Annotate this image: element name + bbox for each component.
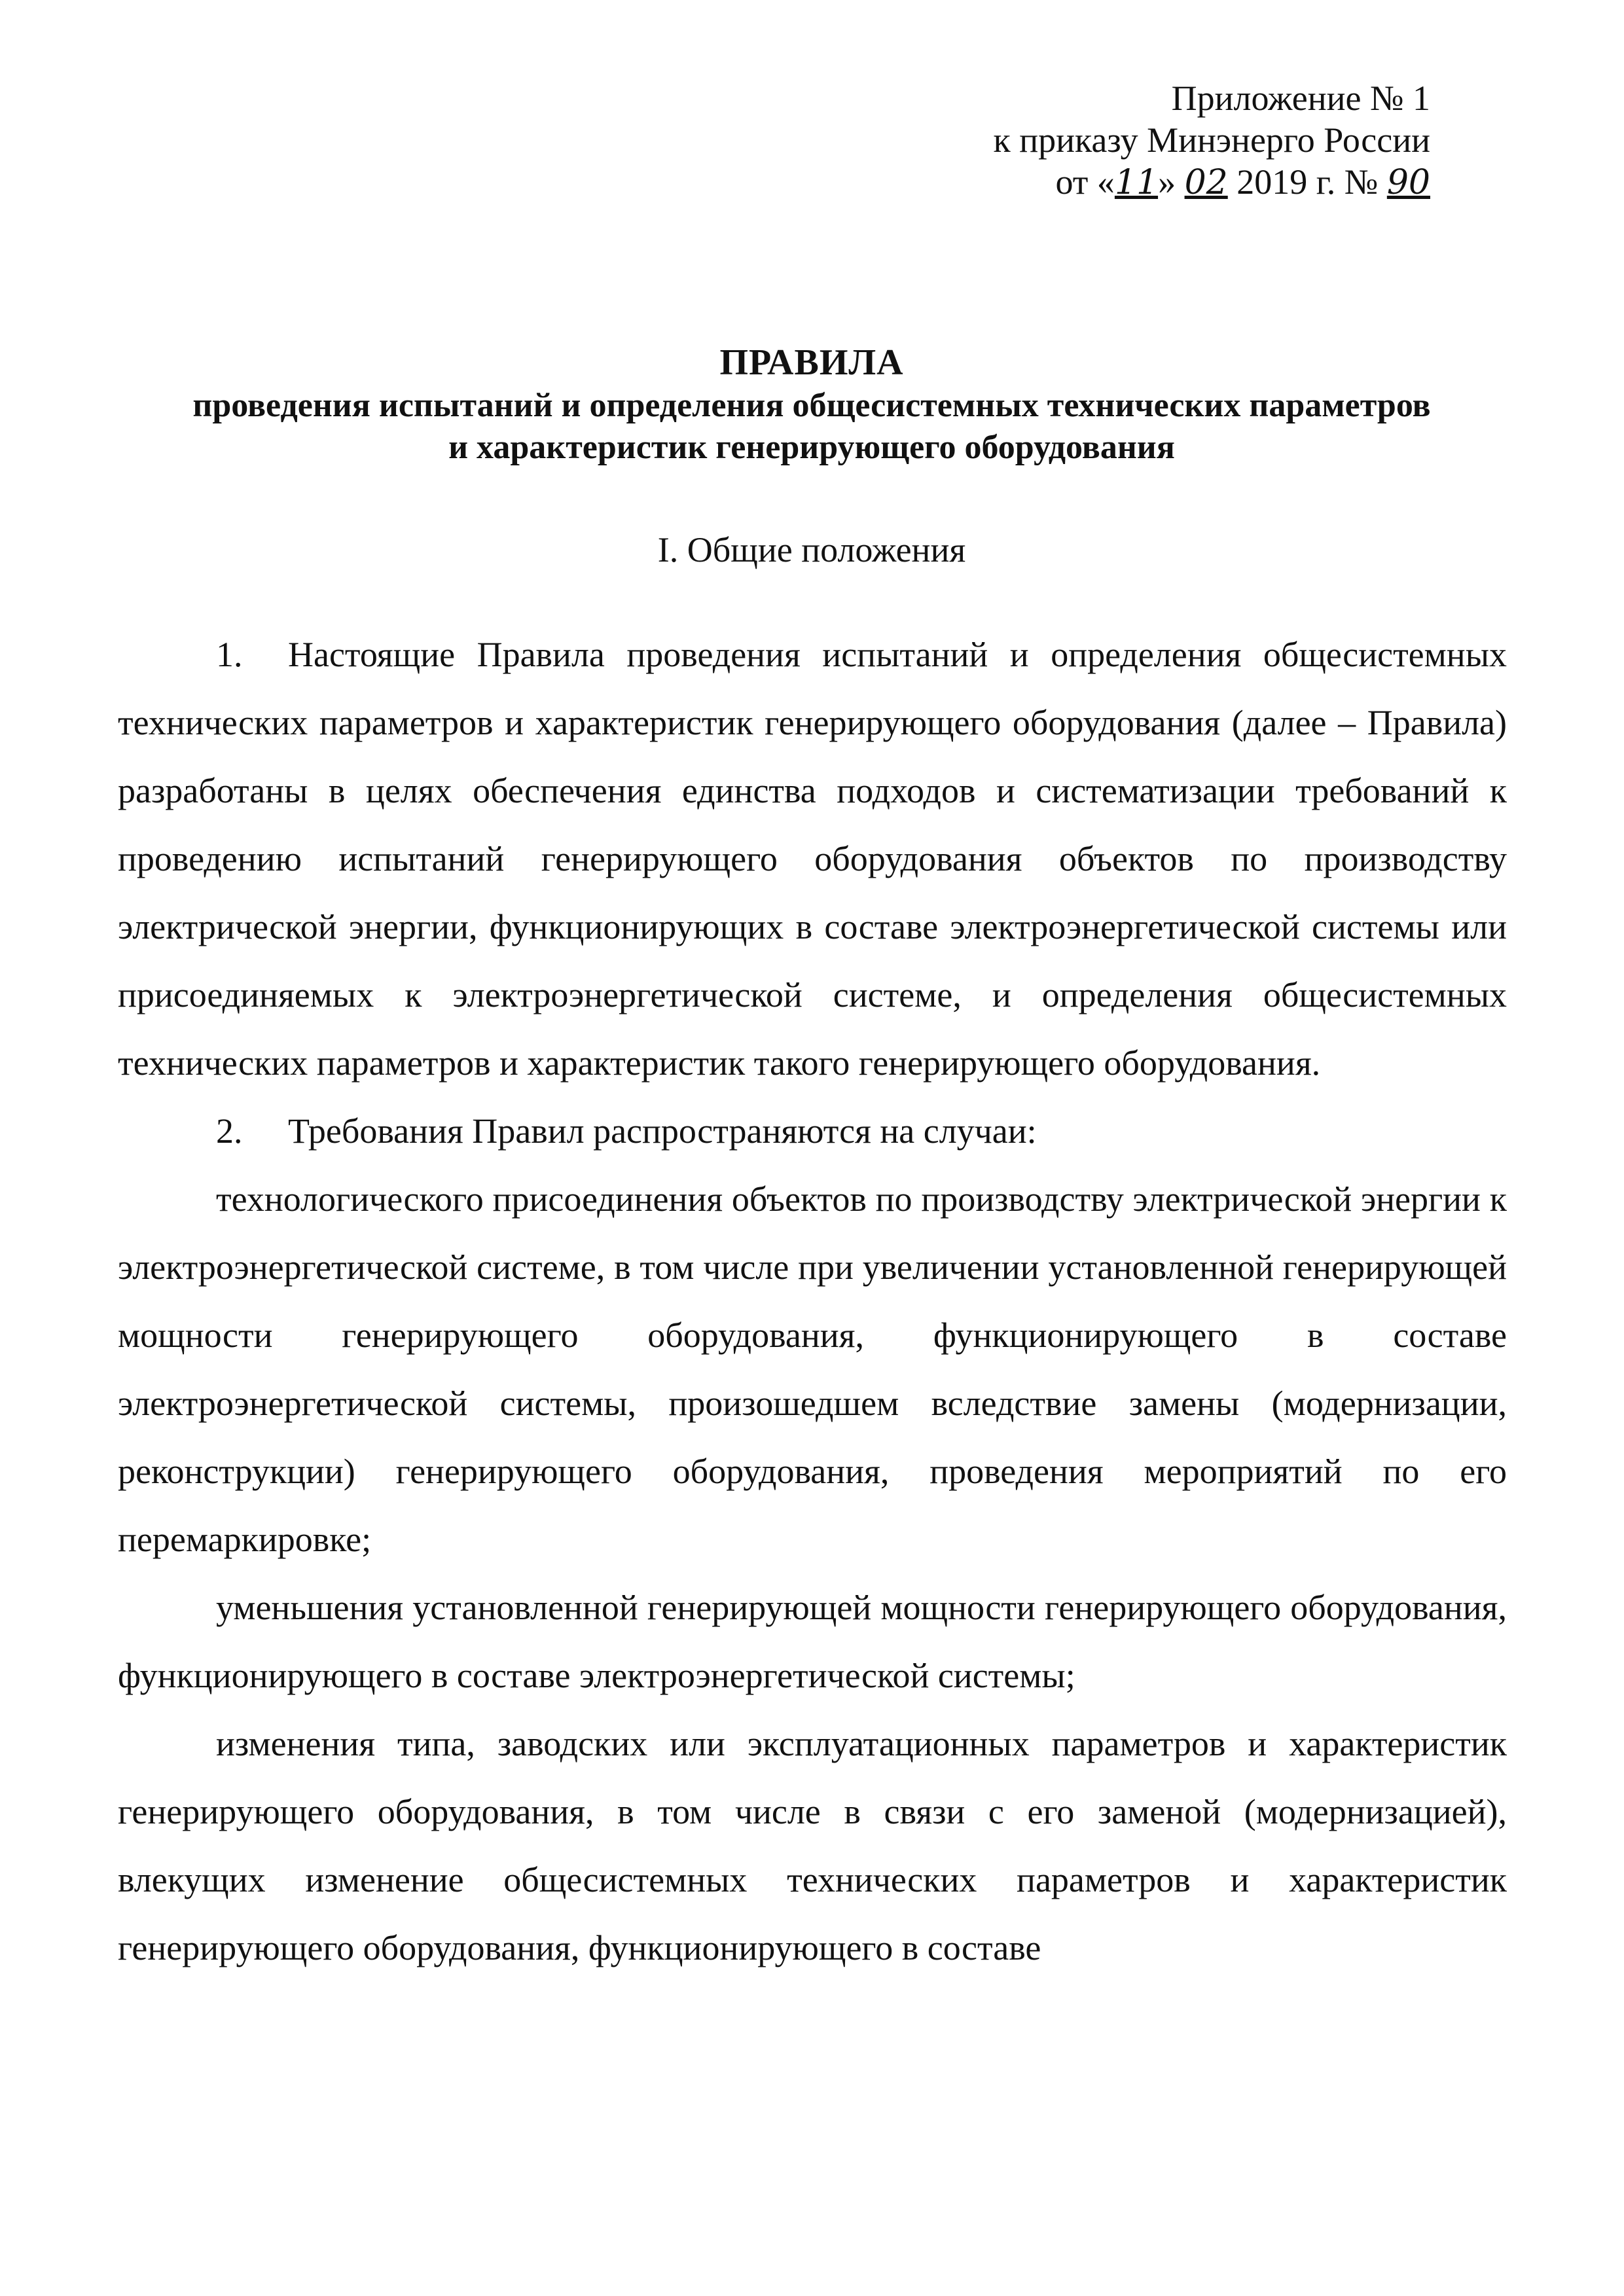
document-subtitle-line-2: и характеристик генерирующего оборудования — [448, 429, 1175, 466]
annex-date-prefix: от « — [1055, 162, 1115, 202]
document-title: ПРАВИЛА — [719, 342, 904, 383]
annex-year: 2019 г. № — [1227, 162, 1387, 202]
paragraph-1-text: Настоящие Правила проведения испытаний и определения общесистемных технических параметров и характеристик генерирующего оборудования (далее – Правила) разработаны в целях обеспечения единства подходов и систематизации требований к проведению испытаний генерирующего оборудования объектов по производству электрической энергии, функционирующих в составе электроэнергетической системы или присоединяемых к электроэнергетической системе, и определения общесистемных технических параметров и характеристик такого генерирующего оборудования. — [118, 635, 1507, 1083]
paragraph-2-number: 2. — [216, 1111, 243, 1151]
document-body — [118, 620, 1507, 1982]
paragraph-1 — [118, 620, 1507, 1097]
paragraph-2 — [118, 1097, 1507, 1165]
annex-order-ref: к приказу Минэнерго России — [993, 120, 1430, 160]
paragraph-case-connection: технологического присоединения объектов по производству электрической энергии к электроэнергетической системе, в том числе при увеличении установленной генерирующей мощности генерирующего оборудования, функционирующего в составе электроэнергетической системы, произошедшем вследствие замены (модернизации, реконструкции) генерирующего оборудования, проведения мероприятий по его перемаркировке; — [118, 1179, 1507, 1559]
section-heading: I. Общие положения — [657, 530, 966, 569]
annex-header — [993, 77, 1430, 204]
annex-date-line — [993, 161, 1430, 204]
annex-title: Приложение № 1 — [1171, 79, 1430, 118]
paragraph-case-change: изменения типа, заводских или эксплуатационных параметров и характеристик генерирующего оборудования, в том числе в связи с его заменой (модернизацией), влекущих изменение общесистемных технических параметров и характеристик генерирующего оборудования, функционирующего в составе — [118, 1724, 1507, 1967]
annex-day-handwritten: 11 — [1114, 163, 1159, 202]
annex-number-handwritten: 90 — [1386, 163, 1430, 202]
document-title-block — [118, 340, 1506, 469]
document-subtitle-line-1: проведения испытаний и определения общесистемных технических параметров — [192, 387, 1431, 424]
annex-month-handwritten: 02 — [1184, 163, 1228, 202]
paragraph-case-reduction: уменьшения установленной генерирующей мощности генерирующего оборудования, функционирующего в составе электроэнергетической системы; — [118, 1588, 1507, 1695]
paragraph-1-number: 1. — [216, 635, 243, 674]
annex-date-mid: » — [1158, 162, 1185, 202]
paragraph-2-text: Требования Правил распространяются на случаи: — [288, 1111, 1037, 1151]
